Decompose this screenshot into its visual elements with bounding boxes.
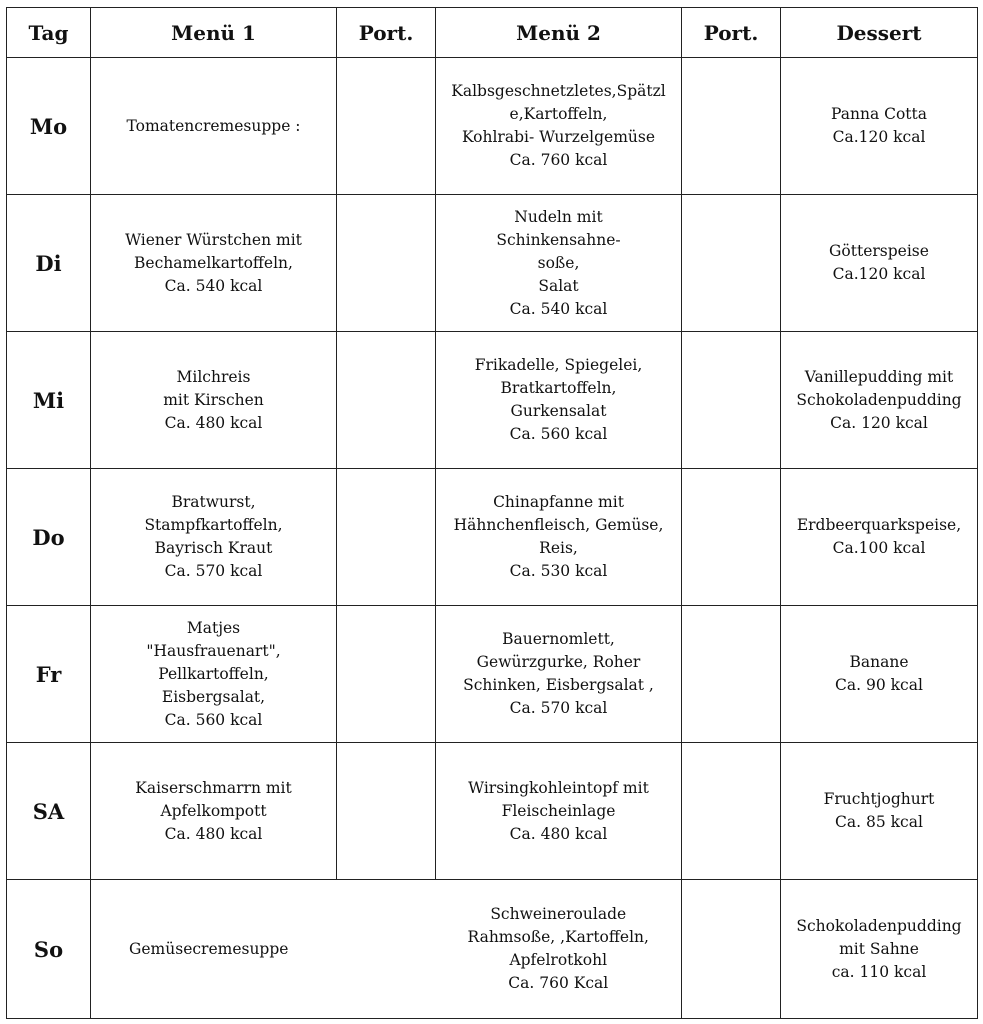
table-row-so: [7, 880, 978, 1019]
menu2-cell: Schweineroulade Rahmsoße, ,Kartoffeln, Apfelrotkohl Ca. 760 Kcal: [436, 880, 682, 1019]
dessert-cell: Banane Ca. 90 kcal: [781, 606, 978, 743]
dessert-cell: Schokoladenpudding mit Sahne ca. 110 kcal: [781, 880, 978, 1019]
table-row-di: [7, 195, 978, 332]
table-row-do: [7, 469, 978, 606]
port1-cell: [337, 743, 436, 880]
port1-cell: [337, 58, 436, 195]
day-cell: Do: [7, 469, 91, 606]
dessert-cell: Fruchtjoghurt Ca. 85 kcal: [781, 743, 978, 880]
menu1-cell: Tomatencremesuppe :: [91, 58, 337, 195]
port1-cell: [337, 469, 436, 606]
port2-cell: [682, 606, 781, 743]
dessert-cell: Erdbeerquarkspeise, Ca.100 kcal: [781, 469, 978, 606]
header-menu1: Menü 1: [91, 8, 337, 58]
header-dessert: Dessert: [781, 8, 978, 58]
dessert-cell: Vanillepudding mit Schokoladenpudding Ca. 120 kcal: [781, 332, 978, 469]
day-cell: So: [7, 880, 91, 1019]
port2-cell: [682, 469, 781, 606]
menu2-cell: Frikadelle, Spiegelei, Bratkartoffeln, Gurkensalat Ca. 560 kcal: [436, 332, 682, 469]
table-row-mo: [7, 58, 978, 195]
menu2-cell: Kalbsgeschnetzletes,Spätzl e,Kartoffeln, Kohlrabi- Wurzelgemüse Ca. 760 kcal: [436, 58, 682, 195]
table-row-fr: [7, 606, 978, 743]
table-row-mi: [7, 332, 978, 469]
menu1-cell: Matjes "Hausfrauenart", Pellkartoffeln, Eisbergsalat, Ca. 560 kcal: [91, 606, 337, 743]
weekly-menu-table: [6, 7, 978, 1019]
menu2-cell: Nudeln mit Schinkensahne- soße, Salat Ca. 540 kcal: [436, 195, 682, 332]
header-port1: Port.: [337, 8, 436, 58]
menu2-cell: Chinapfanne mit Hähnchenfleisch, Gemüse, Reis, Ca. 530 kcal: [436, 469, 682, 606]
port2-cell: [682, 880, 781, 1019]
port1-cell: [337, 332, 436, 469]
day-cell: Di: [7, 195, 91, 332]
day-cell: SA: [7, 743, 91, 880]
menu2-cell: Wirsingkohleintopf mit Fleischeinlage Ca. 480 kcal: [436, 743, 682, 880]
table-row-sa: [7, 743, 978, 880]
port2-cell: [682, 58, 781, 195]
menu1-cell: Gemüsecremesuppe: [91, 880, 436, 1019]
menu2-cell: Bauernomlett, Gewürzgurke, Roher Schinken, Eisbergsalat , Ca. 570 kcal: [436, 606, 682, 743]
day-cell: Mi: [7, 332, 91, 469]
port2-cell: [682, 195, 781, 332]
port2-cell: [682, 743, 781, 880]
header-menu2: Menü 2: [436, 8, 682, 58]
day-cell: Mo: [7, 58, 91, 195]
menu1-cell: Bratwurst, Stampfkartoffeln, Bayrisch Kraut Ca. 570 kcal: [91, 469, 337, 606]
port1-cell: [337, 606, 436, 743]
menu1-cell: Kaiserschmarrn mit Apfelkompott Ca. 480 kcal: [91, 743, 337, 880]
dessert-cell: Götterspeise Ca.120 kcal: [781, 195, 978, 332]
port1-cell: [337, 195, 436, 332]
port2-cell: [682, 332, 781, 469]
header-row: [7, 8, 978, 58]
menu1-cell: Milchreis mit Kirschen Ca. 480 kcal: [91, 332, 337, 469]
day-cell: Fr: [7, 606, 91, 743]
menu1-cell: Wiener Würstchen mit Bechamelkartoffeln, Ca. 540 kcal: [91, 195, 337, 332]
header-tag: Tag: [7, 8, 91, 58]
header-port2: Port.: [682, 8, 781, 58]
dessert-cell: Panna Cotta Ca.120 kcal: [781, 58, 978, 195]
